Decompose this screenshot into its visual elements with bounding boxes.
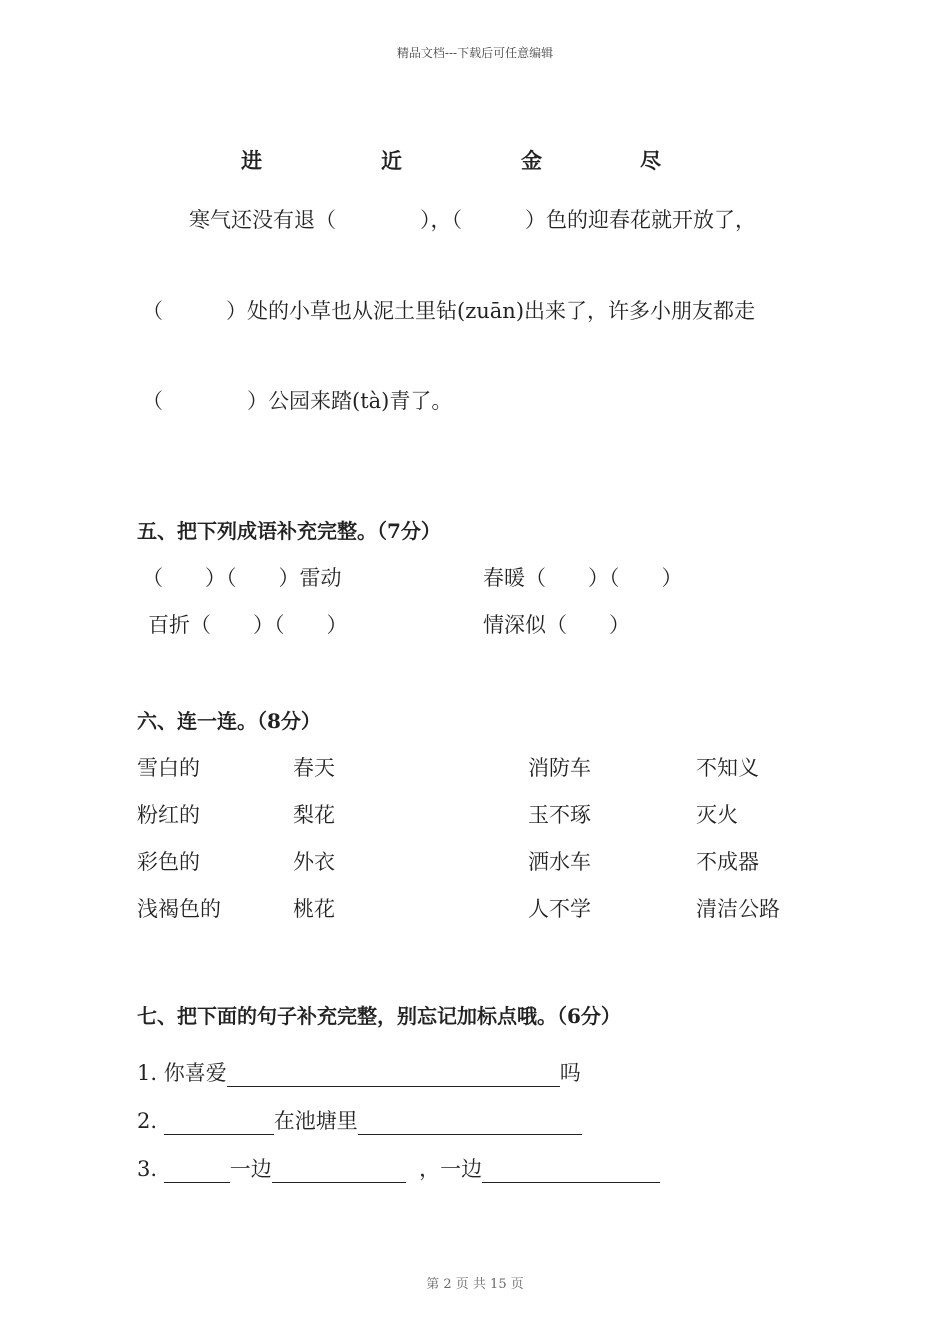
sentence-3-blank-3[interactable] <box>482 1162 660 1183</box>
match-col1-item: 浅褐色的 <box>137 897 221 921</box>
word-jin-1: 进 <box>241 148 262 173</box>
match-col2-item: 梨花 <box>293 803 335 827</box>
sentence-3-blank-1[interactable] <box>164 1162 230 1183</box>
section-6-title: 六、连一连。（8分） <box>137 709 321 733</box>
match-col4-item: 灭火 <box>696 803 738 827</box>
sentence-3-blank-2[interactable] <box>272 1162 406 1183</box>
match-col2-item: 春天 <box>293 756 335 780</box>
match-col1-item: 彩色的 <box>137 850 200 874</box>
idiom-item-3: 百折（ ）（ ） <box>148 613 348 637</box>
sentence-2-blank-2[interactable] <box>358 1114 582 1135</box>
match-col3-item: 消防车 <box>528 756 591 780</box>
sentence-2-number: 2. <box>137 1109 158 1133</box>
word-jin-2: 近 <box>381 148 402 173</box>
idiom-item-4: 情深似（ ） <box>483 613 630 637</box>
match-col3-item: 玉不琢 <box>528 803 591 827</box>
match-col4-item: 清洁公路 <box>696 897 780 921</box>
word-jin-3: 金 <box>521 148 542 173</box>
match-col2-item: 桃花 <box>293 897 335 921</box>
match-col3-item: 人不学 <box>528 897 591 921</box>
sentence-1-suffix: 吗 <box>559 1061 581 1085</box>
passage-line-1: 寒气还没有退（ ），（ ）色的迎春花就开放了， <box>189 208 756 232</box>
section-7-title: 七、把下面的句子补充完整，别忘记加标点哦。（6分） <box>137 1004 621 1028</box>
match-col4-item: 不知义 <box>696 756 759 780</box>
match-col1-item: 雪白的 <box>137 756 200 780</box>
sentence-1-blank[interactable] <box>227 1066 560 1087</box>
sentence-2-blank-1[interactable] <box>164 1114 274 1135</box>
sentence-2-middle: 在池塘里 <box>273 1109 358 1133</box>
match-col3-item: 洒水车 <box>528 850 591 874</box>
sentence-1-number: 1. <box>137 1061 158 1085</box>
passage-line-2: （ ）处的小草也从泥土里钻(zuān)出来了，许多小朋友都走 <box>142 299 756 323</box>
sentence-2 <box>137 1105 582 1135</box>
sentence-3-number: 3. <box>137 1157 158 1181</box>
section-5-title: 五、把下列成语补充完整。（7分） <box>137 519 441 543</box>
sentence-3-middle-1: 一边 <box>229 1157 272 1181</box>
page-header: 精品文档---下载后可任意编辑 <box>396 46 554 60</box>
passage-line-3: （ ）公园来踏(tà)青了。 <box>142 389 453 413</box>
sentence-1-prefix: 你喜爱 <box>163 1061 227 1085</box>
page-footer: 第 2 页 共 15 页 <box>426 1277 524 1292</box>
idiom-item-1: （ ）（ ）雷动 <box>142 566 342 590</box>
sentence-1 <box>137 1057 581 1087</box>
sentence-3-middle-2: ，一边 <box>419 1157 483 1181</box>
word-jin-4: 尽 <box>640 148 661 173</box>
match-col1-item: 粉红的 <box>137 803 200 827</box>
idiom-item-2: 春暖（ ）（ ） <box>483 566 683 590</box>
sentence-3 <box>137 1153 660 1183</box>
match-col2-item: 外衣 <box>293 850 335 874</box>
match-col4-item: 不成器 <box>696 850 759 874</box>
